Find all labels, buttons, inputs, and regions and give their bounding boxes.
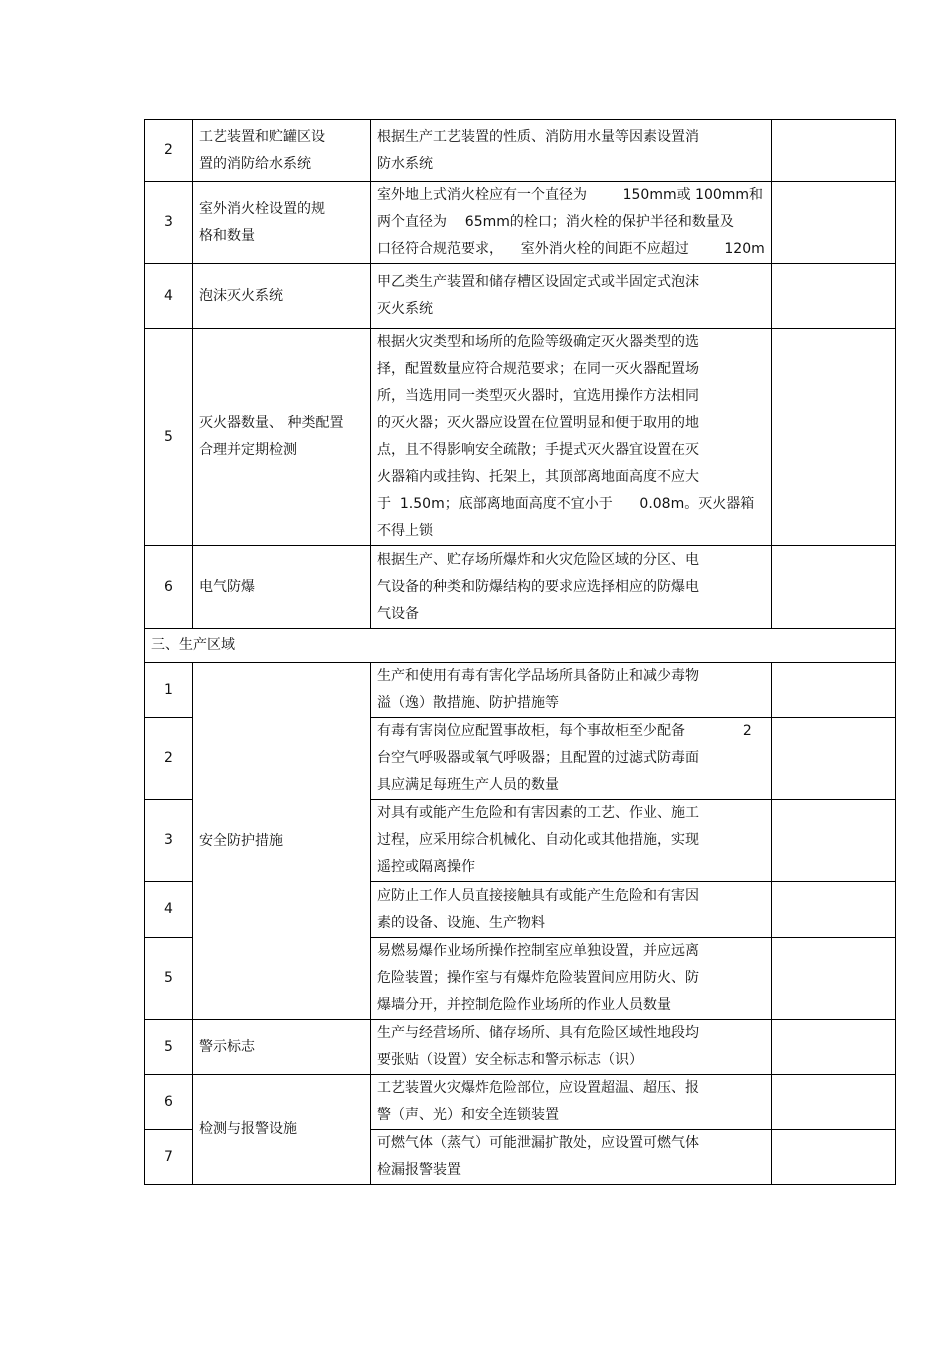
requirement: 根据生产、贮存场所爆炸和火灾危险区域的分区、电 气设备的种类和防爆结构的要求应选择相应的防爆电 气设备: [371, 546, 772, 629]
section-title: 三、生产区域: [145, 629, 896, 663]
requirement: 工艺装置火灾爆炸危险部位，应设置超温、超压、报 警（声、光）和安全连锁装置: [371, 1075, 772, 1130]
requirement: 生产与经营场所、储存场所、具有危险区域性地段均 要张贴（设置）安全标志和警示标志（识）: [371, 1020, 772, 1075]
requirement: 有毒有害岗位应配置事故柜，每个事故柜至少配备 2 台空气呼吸器或氧气呼吸器；且配置的过滤式防毒面 具应满足每班生产人员的数量: [371, 718, 772, 800]
check-item: 工艺装置和贮罐区设 置的消防给水系统: [193, 120, 371, 182]
row-number: 6: [145, 546, 193, 629]
table-row: [145, 546, 896, 629]
row-number: 4: [145, 264, 193, 329]
result-cell: [772, 546, 896, 629]
result-cell: [772, 938, 896, 1020]
table-row: [145, 663, 896, 718]
result-cell: [772, 718, 896, 800]
table-row: [145, 182, 896, 264]
result-cell: [772, 800, 896, 882]
requirement: 根据生产工艺装置的性质、消防用水量等因素设置消 防水系统: [371, 120, 772, 182]
requirement: 生产和使用有毒有害化学品场所具备防止和减少毒物 溢（逸）散措施、防护措施等: [371, 663, 772, 718]
result-cell: [772, 329, 896, 546]
check-item: 安全防护措施: [193, 663, 371, 1020]
requirement: 易燃易爆作业场所操作控制室应单独设置，并应远离 危险装置；操作室与有爆炸危险装置间应用防火、防 爆墙分开，并控制危险作业场所的作业人员数量: [371, 938, 772, 1020]
table-row: [145, 1075, 896, 1130]
row-number: 4: [145, 882, 193, 938]
result-cell: [772, 1130, 896, 1185]
requirement: 甲乙类生产装置和储存槽区设固定式或半固定式泡沫 灭火系统: [371, 264, 772, 329]
requirement: 室外地上式消火栓应有一个直径为 150mm或 100mm和 两个直径为 65mm的栓口；消火栓的保护半径和数量及 口径符合规范要求， 室外消火栓的间距不应超过 120m: [371, 182, 772, 264]
row-number: 5: [145, 938, 193, 1020]
check-item: 检测与报警设施: [193, 1075, 371, 1185]
row-number: 1: [145, 663, 193, 718]
row-number: 3: [145, 182, 193, 264]
row-number: 7: [145, 1130, 193, 1185]
table-row: [145, 1020, 896, 1075]
result-cell: [772, 1020, 896, 1075]
row-number: 3: [145, 800, 193, 882]
result-cell: [772, 264, 896, 329]
requirement: 根据火灾类型和场所的危险等级确定灭火器类型的选 择，配置数量应符合规范要求；在同一灭火器配置场 所，当选用同一类型灭火器时，宜选用操作方法相同 的灭火器；灭火器应设置在位置明显和便于取用的地 点，且不得影响安全疏散；手提式灭火器宜设置在灭 火器箱内或挂钩、托架上，其顶部离地面高度不应大 于 1.50m；底部离地面高度不宜小于 0.08m。灭火器箱 不得上锁: [371, 329, 772, 546]
result-cell: [772, 120, 896, 182]
check-item: 灭火器数量、 种类配置 合理并定期检测: [193, 329, 371, 546]
inspection-table: [144, 119, 896, 1185]
result-cell: [772, 182, 896, 264]
check-item: 电气防爆: [193, 546, 371, 629]
row-number: 2: [145, 718, 193, 800]
requirement: 可燃气体（蒸气）可能泄漏扩散处，应设置可燃气体 检漏报警装置: [371, 1130, 772, 1185]
result-cell: [772, 1075, 896, 1130]
requirement: 应防止工作人员直接接触具有或能产生危险和有害因 素的设备、设施、生产物料: [371, 882, 772, 938]
requirement: 对具有或能产生危险和有害因素的工艺、作业、施工 过程，应采用综合机械化、自动化或其他措施，实现 遥控或隔离操作: [371, 800, 772, 882]
table-row: [145, 264, 896, 329]
check-item: 室外消火栓设置的规 格和数量: [193, 182, 371, 264]
row-number: 5: [145, 329, 193, 546]
row-number: 6: [145, 1075, 193, 1130]
row-number: 5: [145, 1020, 193, 1075]
check-item: 泡沫灭火系统: [193, 264, 371, 329]
table-row: [145, 329, 896, 546]
result-cell: [772, 882, 896, 938]
row-number: 2: [145, 120, 193, 182]
table-row: [145, 120, 896, 182]
result-cell: [772, 663, 896, 718]
check-item: 警示标志: [193, 1020, 371, 1075]
section-row: [145, 629, 896, 663]
